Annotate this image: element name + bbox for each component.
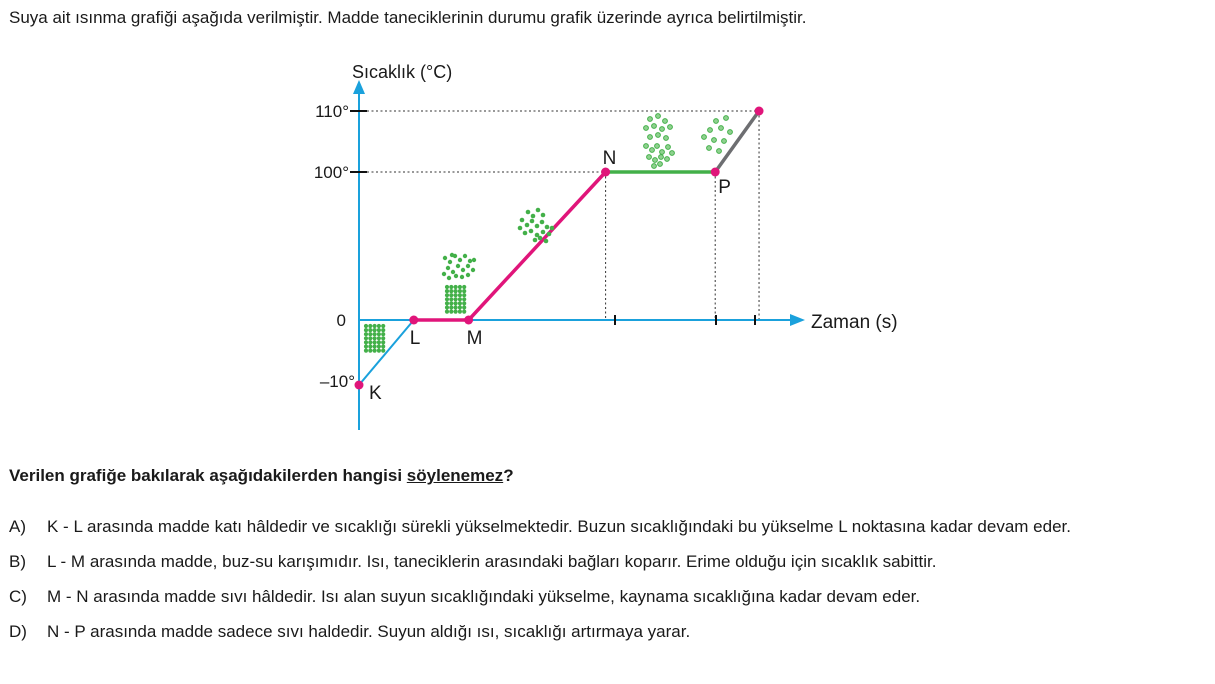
question-suffix: ? [503, 466, 514, 485]
point-l [409, 316, 418, 325]
x-axis-arrow [790, 314, 805, 326]
intro-text: Suya ait ısınma grafiği aşağıda verilmiştir. Madde taneciklerinin durumu grafik üzerinde ayrıca belirtilmiştir. [9, 8, 807, 27]
point-label-k: K [369, 383, 382, 404]
option-text: K - L arasında madde katı hâldedir ve sıcaklığı sürekli yükselmektedir. Buzun sıcaklığındaki bu yükselme L noktasına kadar devam eder. [47, 517, 1071, 536]
point-labels [369, 148, 731, 404]
gas-particles-icon [702, 116, 733, 154]
melting-particles-icon [442, 253, 476, 314]
option-b[interactable] [9, 549, 1207, 574]
y-axis-arrow [353, 80, 365, 94]
option-text: L - M arasında madde, buz-su karışımıdır. Isı, taneciklerin arasındaki bağları koparır. Erime olduğu için sıcaklık sabittir. [47, 552, 937, 571]
point-label-p: P [718, 177, 731, 198]
option-text: M - N arasında madde sıvı hâldedir. Isı alan suyun sıcaklığındaki yükselme, kaynama sıcaklığına kadar devam eder. [47, 587, 921, 606]
option-letter: A) [9, 517, 26, 536]
option-text: N - P arasında madde sadece sıvı haldedir. Suyun aldığı ısı, sıcaklığı artırmaya yarar. [47, 622, 691, 641]
point-p [711, 168, 720, 177]
solid-particles-icon [364, 324, 385, 353]
answer-options [9, 514, 1207, 654]
point-m [464, 316, 473, 325]
option-letter: B) [9, 552, 26, 571]
y-tick-label-0: 0 [336, 311, 346, 330]
question-underlined: söylenemez [406, 466, 504, 485]
x-axis-label: Zaman (s) [811, 312, 898, 333]
y-tick-label-100: 100° [313, 163, 349, 182]
option-letter: C) [9, 587, 27, 606]
y-tick-label-110: 110° [315, 102, 349, 121]
point-k [355, 381, 364, 390]
option-c[interactable] [9, 584, 1207, 609]
segment-m-n [469, 172, 606, 320]
y-axis-label: Sıcaklık (°C) [352, 62, 453, 82]
boiling-particles-icon [644, 114, 675, 169]
y-tick-label-minus10: –10° [319, 372, 355, 391]
question-prefix: Verilen grafiğe bakılarak aşağıdakilerden hangisi [9, 466, 407, 485]
point-end [755, 107, 764, 116]
point-label-n: N [602, 148, 617, 169]
option-d[interactable] [9, 619, 1207, 644]
point-label-m: M [466, 328, 483, 349]
point-label-l: L [409, 328, 421, 349]
liquid-particles-icon [518, 208, 555, 244]
question-text [9, 466, 514, 486]
option-letter: D) [9, 622, 27, 641]
option-a[interactable] [9, 514, 1207, 539]
